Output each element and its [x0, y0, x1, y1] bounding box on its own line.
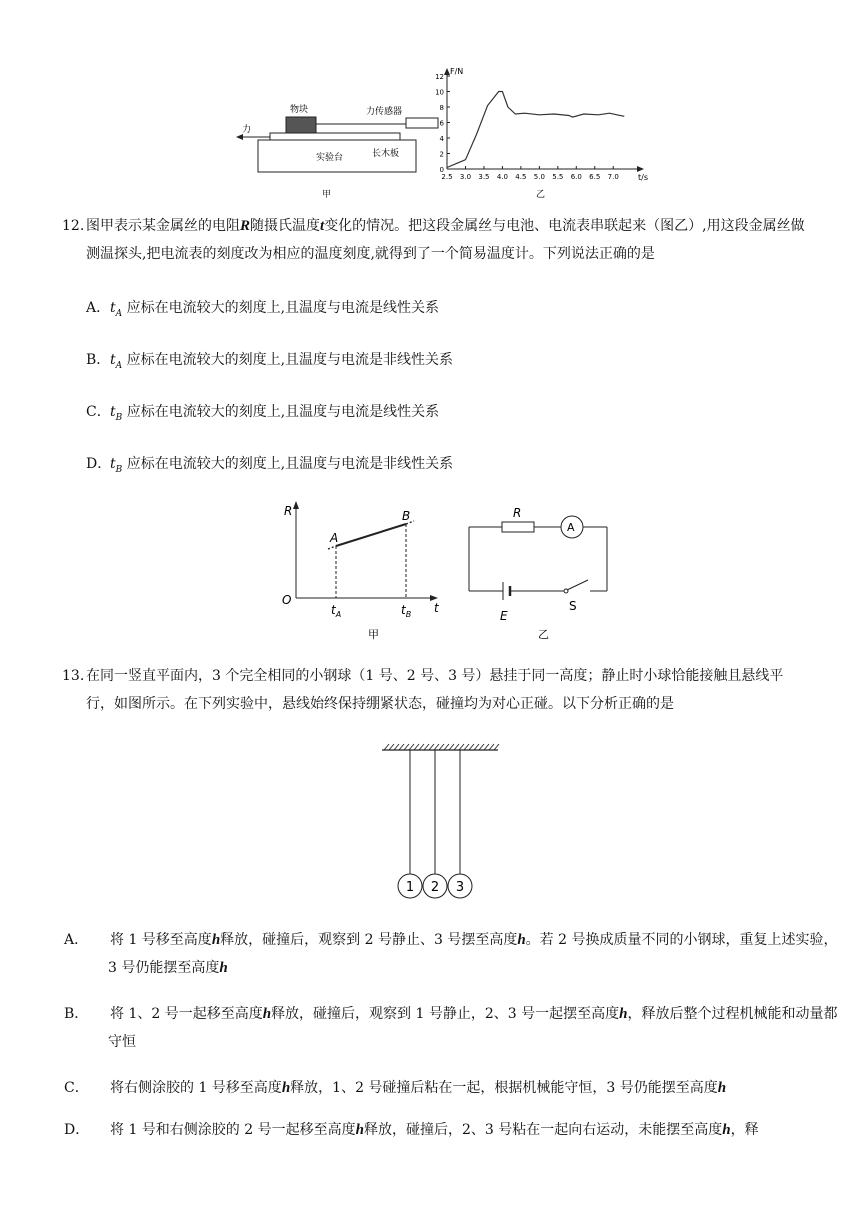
hatch-line [484, 744, 489, 750]
q13-option-b: B． 将 1、2 号一起移至高度h释放，碰撞后，观察到 1 号静止，2、3 号一起摆至高度h，释放后整个过程机械能和动量都守恒 [64, 1006, 838, 1050]
x-axis-arrow [637, 166, 644, 172]
question-12 [0, 212, 860, 272]
hatch-line [424, 744, 429, 750]
x-ticks [441, 166, 618, 181]
point-a-label: A [330, 531, 339, 545]
fig13 [380, 740, 500, 902]
hatch-line [449, 744, 454, 750]
origin-label: O [282, 593, 292, 607]
hatch-line [414, 744, 419, 750]
y-ticks [435, 73, 450, 174]
y-tick-label: 10 [435, 88, 444, 97]
battery-label: E [500, 609, 508, 623]
hatch-line [464, 744, 469, 750]
fig11-svg [230, 62, 650, 202]
hatch-line [434, 744, 439, 750]
hatch-line [444, 744, 449, 750]
rt-line [336, 524, 406, 546]
y-tick-label: 8 [439, 104, 444, 112]
ball-3-label: 3 [455, 880, 465, 895]
q13-option-a: A． 将 1 号移至高度h释放，碰撞后，观察到 2 号静止、3 号摆至高度h。若 2 号换成质量不同的小钢球，重复上述实验，3 号仍能摆至高度h [64, 932, 838, 976]
x-tick-label: 6.0 [570, 173, 582, 181]
caption-jia: 甲 [368, 628, 379, 641]
question-number: 13. [62, 668, 85, 684]
ball-1-label: 1 [405, 880, 415, 895]
x-tick-label: 5.0 [533, 173, 545, 181]
t-axis-label: t [434, 601, 439, 615]
r-axis-arrow [293, 501, 299, 509]
question-stem: 图甲表示某金属丝的电阻R随摄氏温度t变化的情况。把这段金属丝与电池、电流表串联起来（图乙）,用这段金属丝做测温探头,把电流表的刻度改为相应的温度刻度,就得到了一个简易温度计。下列说法正确的是 [86, 218, 805, 262]
hatch-line [479, 744, 484, 750]
y-tick-label: 2 [439, 150, 444, 159]
q12-option-b: B．$t_A$ 应标在电流较大的刻度上,且温度与电流是非线性关系 [86, 352, 454, 371]
hatch-line [494, 744, 499, 750]
long-board [270, 133, 400, 140]
point-b-label: B [402, 509, 411, 523]
x-tick-label: 3.0 [459, 173, 472, 181]
x-tick-label: 5.5 [552, 173, 564, 181]
fig11 [230, 62, 650, 202]
question-stem: 在同一竖直平面内，3 个完全相同的小钢球（1 号、2 号、3 号）悬挂于同一高度；静止时小球恰能接触且悬线平行，如图所示。在下列实验中，悬线始终保持绷紧状态，碰撞均为对心正碰。以下分析正确的是 [86, 668, 784, 712]
hatch-line [474, 744, 479, 750]
ammeter-label: A [567, 521, 575, 534]
x-tick-label: 4.5 [515, 173, 527, 181]
hatch-line [489, 744, 494, 750]
caption-yi: 乙 [536, 190, 546, 200]
hatch-line [404, 744, 409, 750]
table-label: 实验台 [316, 153, 344, 163]
switch-label: S [569, 599, 577, 613]
hatch-line [469, 744, 474, 750]
hatch-line [429, 744, 434, 750]
fig13-svg [380, 740, 500, 902]
question-13 [0, 662, 860, 722]
switch-lever [567, 580, 588, 590]
fig12-svg [270, 498, 630, 646]
block [286, 117, 316, 133]
x-tick-label: 2.5 [441, 173, 453, 181]
caption-jia: 甲 [322, 190, 332, 200]
x-tick-label: 4.0 [496, 173, 508, 181]
resistor-label: R [513, 506, 522, 520]
hatch-line [389, 744, 394, 750]
ball-2-label: 2 [430, 880, 440, 895]
y-tick-label: 6 [439, 119, 444, 128]
y-axis-label: F/N [450, 67, 464, 76]
q13-option-c: C． 将右侧涂胶的 1 号移至高度h释放，1、2 号碰撞后粘在一起，根据机械能守恒，3 号仍能摆至高度h [64, 1080, 727, 1096]
board-label: 长木板 [372, 149, 400, 159]
force-curve [447, 92, 624, 168]
x-tick-label: 7.0 [607, 173, 619, 181]
y-tick-label: 12 [435, 73, 444, 81]
hatch-line [454, 744, 459, 750]
ft-graph [435, 67, 648, 182]
rt-line-ext-left [328, 546, 336, 549]
q13-option-d: D． 将 1 号和右侧涂胶的 2 号一起移至高度h释放，碰撞后，2、3 号粘在一起向右运动，未能摆至高度h，释 [64, 1122, 759, 1138]
q12-option-d: D．$t_B$ 应标在电流较大的刻度上,且温度与电流是非线性关系 [86, 456, 454, 475]
force-label: 力 [242, 125, 252, 135]
x-axis-label: t/s [638, 173, 648, 182]
hatch-line [419, 744, 424, 750]
fig12 [270, 498, 630, 646]
x-tick-label: 6.5 [589, 173, 601, 181]
y-tick-label: 0 [439, 166, 444, 174]
block-label: 物块 [290, 105, 309, 115]
hatch-line [459, 744, 464, 750]
r-axis-label: R [284, 504, 293, 518]
question-number: 12. [62, 218, 85, 234]
hatch-line [439, 744, 444, 750]
q12-option-a: A．$t_A$ 应标在电流较大的刻度上,且温度与电流是线性关系 [86, 300, 440, 319]
hatch-line [394, 744, 399, 750]
force-sensor [406, 118, 438, 128]
sensor-label: 力传感器 [366, 107, 403, 117]
resistor [502, 522, 534, 532]
caption-yi: 乙 [538, 628, 549, 641]
hatch-line [409, 744, 414, 750]
x-tick-label: 3.5 [478, 173, 490, 181]
hatch-line [384, 744, 389, 750]
tB-label: $t_B$ [401, 603, 412, 619]
tA-label: $t_A$ [331, 603, 342, 619]
ceiling-hatch [384, 744, 499, 750]
q12-option-c: C．$t_B$ 应标在电流较大的刻度上,且温度与电流是线性关系 [86, 404, 440, 423]
hatch-line [399, 744, 404, 750]
y-tick-label: 4 [439, 135, 444, 143]
